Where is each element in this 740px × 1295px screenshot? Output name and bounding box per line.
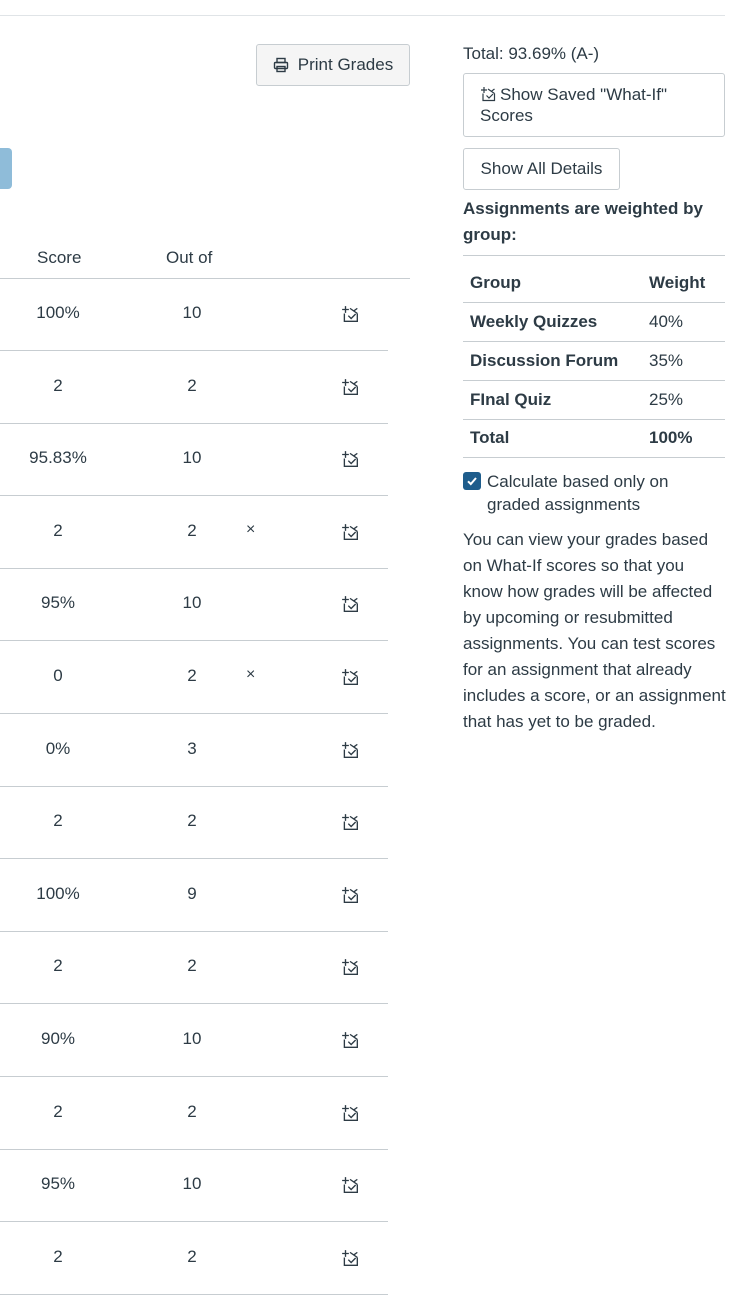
what-if-icon[interactable] [341, 1104, 359, 1122]
table-row [0, 1005, 388, 1077]
what-if-icon[interactable] [341, 668, 359, 686]
score-cell: 95% [40, 1174, 76, 1194]
what-if-icon[interactable] [341, 595, 359, 613]
what-if-icon[interactable] [341, 958, 359, 976]
group-weight: 25% [649, 390, 684, 409]
score-cell: 100% [36, 303, 80, 322]
score-cell: 2 [53, 956, 63, 976]
close-icon[interactable]: × [246, 666, 256, 683]
table-row [0, 497, 388, 569]
weights-row [463, 341, 725, 380]
check-icon [466, 475, 478, 487]
print-grades-label: Print Grades [297, 55, 394, 74]
weight-column-header: Weight [649, 273, 706, 292]
out-of-cell: 2 [187, 520, 197, 540]
weights-total-row [463, 419, 725, 458]
group-column-header: Group [470, 273, 521, 292]
table-row [0, 1223, 388, 1295]
score-cell: 100% [36, 883, 80, 903]
weights-table [463, 255, 725, 458]
table-row [0, 715, 388, 787]
score-cell: 95.83% [29, 448, 87, 468]
out-of-cell: 9 [187, 883, 197, 903]
weights-row [463, 380, 725, 419]
out-of-cell: 10 [182, 1029, 202, 1048]
score-cell: 90% [40, 1029, 76, 1048]
score-cell: 2 [53, 1246, 63, 1266]
calculate-label: Calculate based only on graded assignments [487, 472, 669, 514]
table-row [0, 1078, 388, 1150]
what-if-icon[interactable] [341, 886, 359, 904]
score-cell: 2 [53, 375, 63, 395]
what-if-icon[interactable] [341, 523, 359, 541]
out-of-cell: 3 [187, 738, 197, 758]
table-row [0, 424, 388, 496]
table-row [0, 860, 388, 932]
table-row [0, 1150, 388, 1222]
what-if-icon[interactable] [341, 1249, 359, 1267]
score-cell: 95% [40, 593, 76, 613]
table-row [0, 279, 388, 351]
what-if-icon [480, 86, 496, 102]
out-of-cell: 10 [182, 448, 202, 468]
out-of-cell: 10 [182, 303, 202, 322]
out-of-cell: 2 [187, 666, 197, 685]
group-weight: 40% [649, 312, 684, 331]
weights-header-row [463, 255, 725, 302]
score-cell: 2 [53, 811, 63, 831]
what-if-icon[interactable] [341, 813, 359, 831]
what-if-info-text: You can view your grades based on What-If scores so that you know how grades will be affected by upcoming or resubmitted assignments. You can test scores for an assignment that already includes a score, or an assignment that has yet to be graded. [463, 530, 726, 731]
show-saved-label: Show Saved "What-If" Scores [480, 85, 668, 125]
total-grade: Total: 93.69% (A-) [463, 44, 600, 63]
what-if-icon[interactable] [341, 1031, 359, 1049]
group-name: FInal Quiz [470, 390, 552, 409]
show-saved-what-if-button[interactable] [463, 73, 725, 137]
score-cell: 0% [45, 738, 71, 758]
accent-tab[interactable] [0, 148, 12, 189]
table-row [0, 932, 388, 1004]
calculate-checkbox[interactable] [463, 472, 481, 490]
out-of-cell: 2 [187, 1101, 197, 1121]
group-name: Discussion Forum [470, 351, 619, 370]
score-column-header: Score [37, 248, 82, 267]
group-name: Weekly Quizzes [470, 312, 598, 331]
score-cell: 2 [53, 520, 63, 540]
out-of-cell: 10 [182, 593, 202, 613]
out-of-cell: 2 [187, 956, 197, 976]
show-all-details-label: Show All Details [480, 159, 603, 178]
total-label: Total [470, 428, 510, 447]
table-row [0, 352, 388, 424]
out-of-cell: 2 [187, 811, 197, 831]
what-if-icon[interactable] [341, 450, 359, 468]
weighted-heading: Assignments are weighted by group: [463, 199, 703, 244]
printer-icon [273, 57, 289, 73]
top-divider [0, 15, 725, 16]
what-if-icon[interactable] [341, 741, 359, 759]
what-if-icon[interactable] [341, 1176, 359, 1194]
out-of-column-header: Out of [166, 248, 213, 267]
score-cell: 2 [53, 1101, 63, 1121]
out-of-cell: 2 [187, 375, 197, 395]
close-icon[interactable]: × [246, 520, 256, 538]
out-of-cell: 2 [187, 1246, 197, 1266]
print-grades-button[interactable] [256, 44, 410, 86]
show-all-details-button[interactable] [463, 148, 620, 190]
what-if-icon[interactable] [341, 305, 359, 323]
table-row [0, 569, 388, 641]
table-row [0, 642, 388, 714]
group-weight: 35% [649, 351, 684, 370]
weights-row [463, 302, 725, 341]
out-of-cell: 10 [182, 1174, 202, 1194]
what-if-icon[interactable] [341, 378, 359, 396]
table-row [0, 787, 388, 859]
score-cell: 0 [53, 666, 63, 685]
total-weight: 100% [649, 428, 693, 447]
